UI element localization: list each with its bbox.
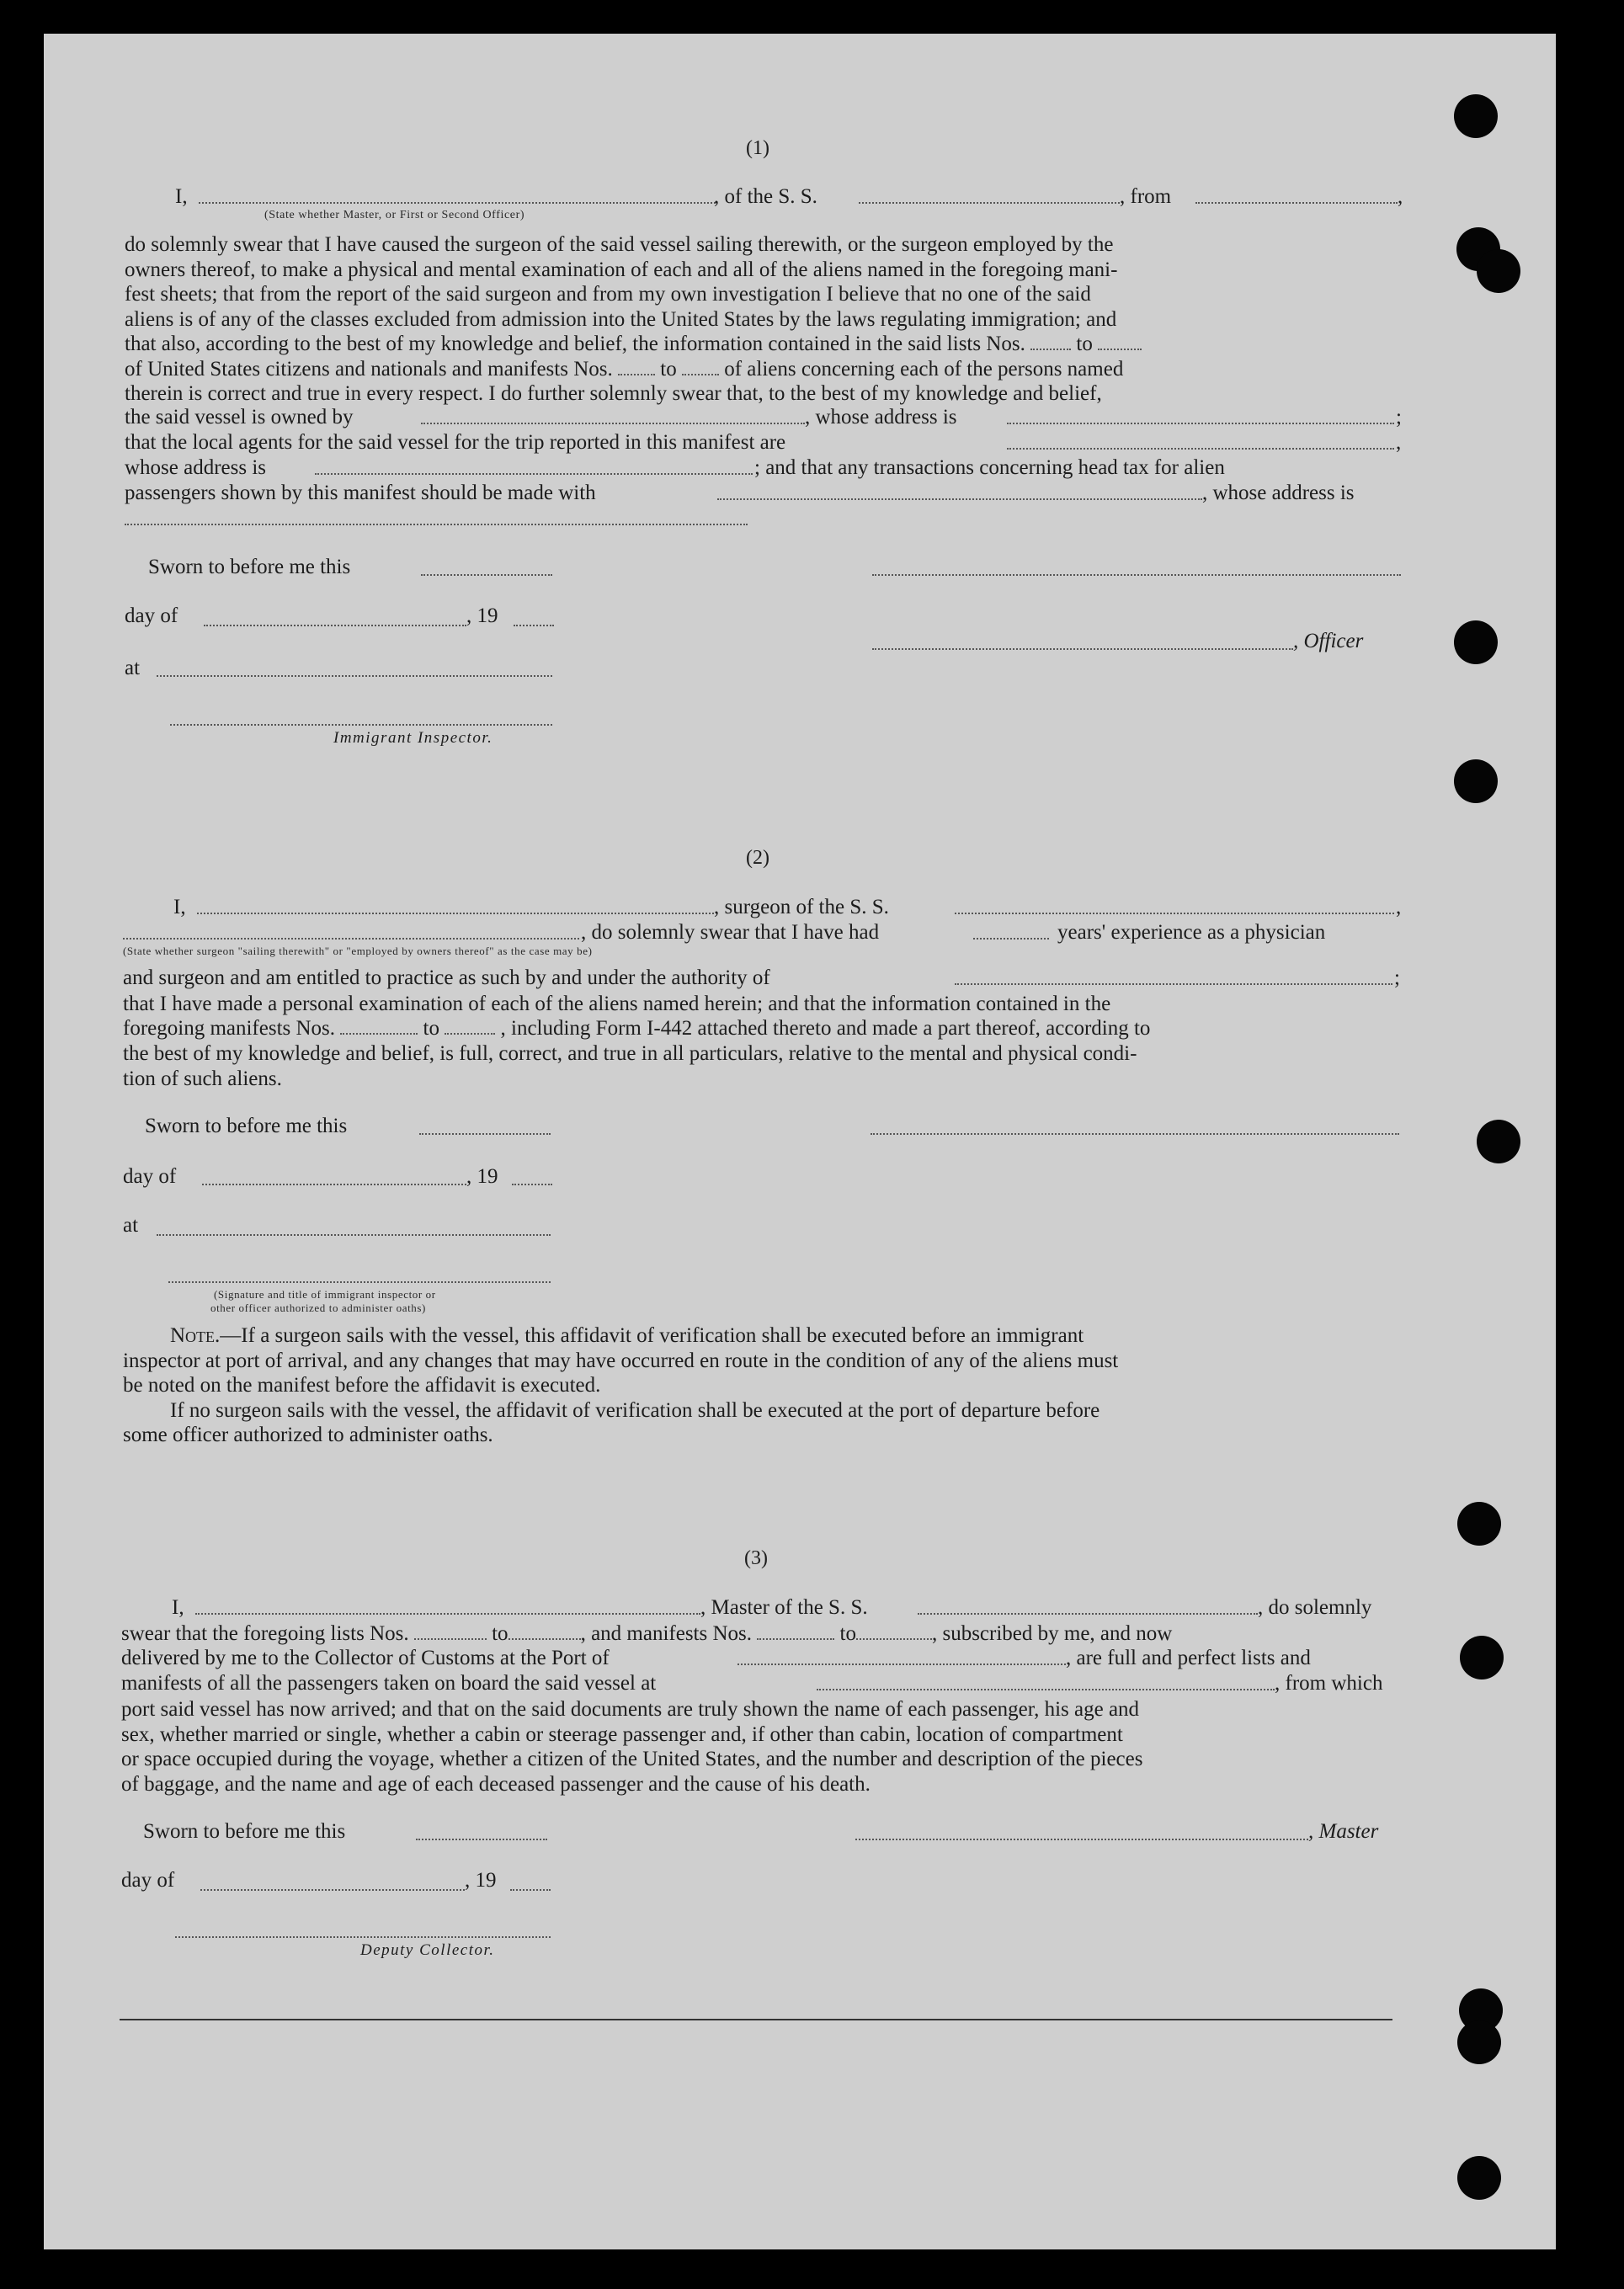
bottom-rule	[120, 2019, 1392, 2020]
whose-address-label: whose address is	[125, 456, 267, 479]
semicolon: ;	[1396, 406, 1402, 429]
officer-caption: (State whether Master, or First or Second Officer)	[264, 209, 525, 221]
affidavit-3-text	[121, 1697, 1399, 1797]
note-line: —If a surgeon sails with the vessel, this affidavit of verification shall be executed before an immigrant	[220, 1324, 1084, 1347]
head-tax-contact-field[interactable]	[717, 498, 1202, 500]
lists-to-field[interactable]	[1098, 332, 1142, 350]
to-label: to	[1076, 333, 1093, 355]
affidavit-1-text	[125, 232, 1401, 332]
text-line: foregoing manifests Nos.	[123, 1017, 336, 1040]
sworn-day-field[interactable]	[421, 574, 552, 576]
officer-signature-line[interactable]	[872, 574, 1401, 576]
note-line: some officer authorized to administer oaths.	[123, 1424, 493, 1446]
month-field[interactable]	[202, 1184, 466, 1185]
month-field[interactable]	[200, 1889, 465, 1891]
sworn-label: Sworn to before me this	[145, 1115, 348, 1137]
at-label: at	[125, 657, 141, 679]
text-line: , do solemnly swear that I have had	[581, 921, 880, 944]
section-1-number: (1)	[746, 137, 769, 159]
day-of-label: day of	[121, 1869, 175, 1892]
comma: ,	[1396, 431, 1402, 454]
binder-hole	[1477, 1120, 1520, 1163]
text-line: the best of my knowledge and belief, is full, correct, and true in all particulars, relative to the mental and physical condi-	[123, 1042, 1137, 1065]
affidavit-1-text-cont	[125, 381, 1401, 407]
vessel-name-field[interactable]	[955, 913, 1394, 914]
text-line: or space occupied during the voyage, whether a citizen of the United States, and the number and description of the pieces	[121, 1748, 1143, 1770]
text-line: ; and that any transactions concerning head tax for alien	[754, 456, 1225, 479]
month-field[interactable]	[204, 625, 466, 626]
affidavit-2-text	[123, 992, 1399, 1017]
deputy-title: Deputy Collector.	[360, 1941, 495, 1959]
text-line: years' experience as a physician	[1057, 921, 1326, 944]
section-2-number: (2)	[746, 847, 769, 869]
owned-by-label: the said vessel is owned by	[125, 406, 354, 429]
declarant-prefix: I,	[175, 185, 188, 208]
binder-hole	[1457, 2156, 1501, 2200]
text-line: fest sheets; that from the report of the said surgeon and from my own investigation I believe that no one of the said	[125, 283, 1091, 306]
sworn-day-field[interactable]	[419, 1133, 551, 1135]
year-field[interactable]	[514, 625, 554, 626]
departure-port-field[interactable]	[1195, 202, 1398, 204]
declarant-prefix: I,	[172, 1596, 184, 1619]
to-label: to	[660, 358, 677, 381]
year-prefix: , 19	[466, 604, 498, 627]
surgeon-status-field[interactable]	[123, 938, 579, 940]
day-of-label: day of	[125, 604, 178, 627]
text-line: that I have made a personal examination of each of the aliens named herein; and that the information contained in the	[123, 993, 1111, 1015]
whose-address-label: , whose address is	[1202, 482, 1355, 504]
text-line: of United States citizens and nationals and manifests Nos.	[125, 358, 613, 381]
manifests-to-field[interactable]	[856, 1621, 932, 1640]
text-line: aliens is of any of the classes excluded from admission into the United States by the laws regulating immigration; and	[125, 307, 1117, 331]
text-line: , and manifests Nos.	[580, 1622, 753, 1645]
manifests-from-field[interactable]	[618, 357, 655, 375]
binder-hole	[1457, 1502, 1501, 1546]
text-line: sex, whether married or single, whether a cabin or steerage passenger and, if other than cabin, location of compartment	[121, 1722, 1123, 1746]
to-label: to	[839, 1622, 856, 1645]
text-line: , from which	[1275, 1672, 1383, 1695]
text-line: manifests of all the passengers taken on board the said vessel at	[121, 1672, 657, 1695]
inspector-signature-line[interactable]	[168, 1281, 551, 1283]
year-prefix: , 19	[466, 1165, 498, 1188]
text-line: and surgeon and am entitled to practice as such by and under the authority of	[123, 966, 770, 989]
inspector-title: Immigrant Inspector.	[333, 729, 493, 747]
deputy-signature-line[interactable]	[175, 1936, 551, 1938]
binder-hole	[1454, 620, 1498, 664]
note-line: be noted on the manifest before the affidavit is executed.	[123, 1374, 601, 1397]
comma: ,	[1398, 185, 1403, 208]
note-line: inspector at port of arrival, and any changes that may have occurred en route in the condition of any of the aliens must	[123, 1349, 1119, 1372]
signature-caption-2: other officer authorized to administer oaths)	[210, 1302, 426, 1314]
inspector-signature-line[interactable]	[170, 724, 552, 726]
local-agents-field[interactable]	[1007, 448, 1394, 450]
text-line: , including Form I-442 attached thereto and made a part thereof, according to	[500, 1017, 1151, 1040]
surgeon-name-field[interactable]	[197, 913, 714, 914]
master-of-ss-label: , Master of the S. S.	[700, 1596, 868, 1619]
semicolon: ;	[1394, 966, 1400, 989]
surgeon-of-ss-label: , surgeon of the S. S.	[714, 896, 889, 918]
manifests-from-field[interactable]	[757, 1621, 834, 1640]
manifests-from-field[interactable]	[340, 1016, 418, 1035]
officer-name-field[interactable]	[199, 202, 716, 204]
text-line: therein is correct and true in every respect. I do further solemnly swear that, to the best of my knowledge and belief,	[125, 382, 1102, 405]
head-tax-address-field[interactable]	[125, 524, 748, 525]
to-label: to	[423, 1017, 439, 1040]
comma: ,	[1396, 896, 1402, 918]
authority-field[interactable]	[955, 983, 1392, 985]
lists-from-field[interactable]	[414, 1621, 487, 1640]
manifests-to-field[interactable]	[445, 1016, 495, 1035]
owner-field[interactable]	[421, 423, 805, 424]
text-line: port said vessel has now arrived; and that on the said documents are truly shown the name of each passenger, his age and	[121, 1698, 1140, 1721]
binder-hole	[1454, 759, 1498, 803]
surgeon-caption: (State whether surgeon "sailing therewith" or "employed by owners thereof" as the case may be)	[123, 945, 593, 957]
vessel-name-field[interactable]	[918, 1613, 1258, 1615]
lists-to-field[interactable]	[508, 1621, 581, 1640]
collector-port-field[interactable]	[737, 1664, 1066, 1665]
vessel-name-field[interactable]	[859, 202, 1120, 204]
text-line: of aliens concerning each of the persons named	[724, 358, 1124, 381]
to-label: to	[492, 1622, 508, 1645]
year-prefix: , 19	[465, 1869, 497, 1892]
of-the-ss-label: , of the S. S.	[714, 185, 817, 208]
officer-name-line[interactable]	[872, 648, 1293, 650]
officer-title: , Officer	[1293, 630, 1364, 652]
binder-hole	[1454, 94, 1498, 138]
owner-address-field[interactable]	[1007, 423, 1394, 424]
master-name-field[interactable]	[195, 1613, 700, 1615]
at-place-field[interactable]	[157, 675, 552, 677]
sworn-label: Sworn to before me this	[143, 1820, 346, 1843]
sworn-day-field[interactable]	[416, 1839, 547, 1840]
surgeon-signature-line[interactable]	[871, 1133, 1399, 1135]
binder-hole	[1477, 249, 1520, 293]
declarant-prefix: I,	[173, 896, 186, 918]
text-line: tion of such aliens.	[123, 1067, 282, 1090]
whose-address-label: , whose address is	[805, 406, 957, 429]
year-field[interactable]	[512, 1184, 552, 1185]
note-line: If no surgeon sails with the vessel, the affidavit of verification shall be executed at the port of departure before	[170, 1398, 1100, 1422]
day-of-label: day of	[123, 1165, 177, 1188]
at-place-field[interactable]	[157, 1234, 551, 1236]
text-line: , are full and perfect lists and	[1066, 1647, 1311, 1669]
agents-address-field[interactable]	[315, 473, 753, 475]
master-signature-line[interactable]	[855, 1839, 1308, 1840]
text-line: delivered by me to the Collector of Customs at the Port of	[121, 1647, 610, 1669]
text-line: do solemnly swear that I have caused the surgeon of the said vessel sailing therewith, or the surgeon employed by the	[125, 233, 1114, 256]
lists-from-field[interactable]	[1030, 332, 1071, 350]
section-3-number: (3)	[744, 1547, 768, 1569]
affidavit-2-text-cont	[123, 1041, 1399, 1091]
at-label: at	[123, 1214, 139, 1237]
note-block	[123, 1323, 1399, 1448]
signature-caption-1: (Signature and title of immigrant inspector or	[214, 1288, 436, 1301]
binder-hole	[1457, 2020, 1501, 2064]
manifests-to-field[interactable]	[682, 357, 719, 375]
embarkation-port-field[interactable]	[817, 1689, 1275, 1690]
master-title: , Master	[1308, 1820, 1379, 1843]
text-line: , subscribed by me, and now	[931, 1622, 1173, 1645]
text-line: that also, according to the best of my knowledge and belief, the information contained in the said lists Nos.	[125, 333, 1025, 355]
years-experience-field[interactable]	[973, 938, 1049, 940]
text-line: owners thereof, to make a physical and mental examination of each and all of the aliens named in the foregoing mani-	[125, 258, 1118, 281]
from-label: , from	[1120, 185, 1172, 208]
text-line: passengers shown by this manifest should be made with	[125, 482, 596, 504]
year-field[interactable]	[510, 1889, 551, 1891]
local-agents-label: that the local agents for the said vessel for the trip reported in this manifest are	[125, 431, 786, 454]
text-line: of baggage, and the name and age of each deceased passenger and the cause of his death.	[121, 1772, 871, 1796]
binder-hole	[1460, 1636, 1504, 1679]
sworn-label: Sworn to before me this	[148, 556, 351, 578]
note-label: Note.	[170, 1324, 221, 1347]
text-line: swear that the foregoing lists Nos.	[121, 1622, 409, 1645]
text-line: , do solemnly	[1258, 1596, 1372, 1619]
